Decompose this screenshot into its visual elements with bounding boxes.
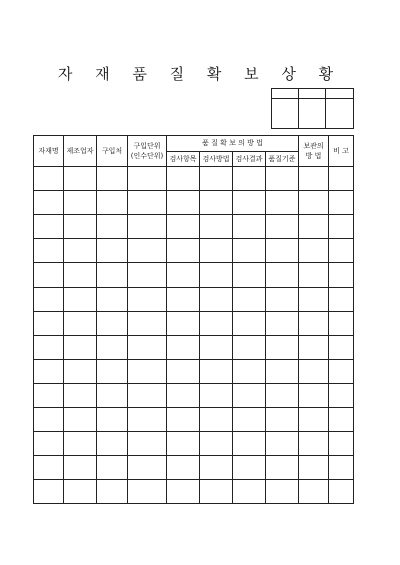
table-cell[interactable] xyxy=(329,335,354,359)
table-cell[interactable] xyxy=(64,407,97,431)
table-cell[interactable] xyxy=(299,455,329,479)
table-cell[interactable] xyxy=(97,431,128,455)
header-inspection-method: 검사방법 xyxy=(200,151,233,167)
table-cell[interactable] xyxy=(233,191,266,215)
table-cell[interactable] xyxy=(34,431,64,455)
table-cell[interactable] xyxy=(329,239,354,263)
table-cell[interactable] xyxy=(233,311,266,335)
table-cell[interactable] xyxy=(97,167,128,191)
table-cell[interactable] xyxy=(97,311,128,335)
table-cell[interactable] xyxy=(299,263,329,287)
table-cell[interactable] xyxy=(64,479,97,503)
table-cell[interactable] xyxy=(329,431,354,455)
table-cell[interactable] xyxy=(128,287,167,311)
table-cell[interactable] xyxy=(128,215,167,239)
table-row xyxy=(34,215,354,239)
table-row xyxy=(34,455,354,479)
table-row xyxy=(34,383,354,407)
table-cell[interactable] xyxy=(266,311,299,335)
table-cell[interactable] xyxy=(266,239,299,263)
document-title: 자 재 품 질 확 보 상 황 xyxy=(57,65,343,83)
table-cell[interactable] xyxy=(34,287,64,311)
table-cell[interactable] xyxy=(266,191,299,215)
table-cell[interactable] xyxy=(299,287,329,311)
table-cell[interactable] xyxy=(64,359,97,383)
table-cell[interactable] xyxy=(34,335,64,359)
table-cell[interactable] xyxy=(200,263,233,287)
table-cell[interactable] xyxy=(97,239,128,263)
table-cell[interactable] xyxy=(97,479,128,503)
table-cell[interactable] xyxy=(64,167,97,191)
table-cell[interactable] xyxy=(97,215,128,239)
table-cell[interactable] xyxy=(167,287,200,311)
table-cell[interactable] xyxy=(34,167,64,191)
table-cell[interactable] xyxy=(233,359,266,383)
table-cell[interactable] xyxy=(167,311,200,335)
table-cell[interactable] xyxy=(97,455,128,479)
header-manufacturer: 제조업자 xyxy=(64,136,97,167)
table-row xyxy=(34,311,354,335)
table-row xyxy=(34,263,354,287)
table-cell[interactable] xyxy=(34,407,64,431)
table-cell[interactable] xyxy=(266,167,299,191)
table-cell[interactable] xyxy=(34,383,64,407)
table-cell[interactable] xyxy=(329,215,354,239)
table-cell[interactable] xyxy=(200,359,233,383)
table-cell[interactable] xyxy=(233,167,266,191)
header-storage-method-line2: 방 법 xyxy=(305,152,322,161)
table-row xyxy=(34,191,354,215)
table-cell[interactable] xyxy=(167,215,200,239)
table-cell[interactable] xyxy=(200,455,233,479)
table-cell[interactable] xyxy=(329,191,354,215)
table-cell[interactable] xyxy=(34,191,64,215)
table-cell[interactable] xyxy=(128,263,167,287)
table-cell[interactable] xyxy=(233,335,266,359)
table-cell[interactable] xyxy=(200,431,233,455)
table-cell[interactable] xyxy=(167,263,200,287)
table-cell[interactable] xyxy=(233,383,266,407)
table-cell[interactable] xyxy=(128,191,167,215)
table-cell[interactable] xyxy=(97,191,128,215)
table-cell[interactable] xyxy=(200,311,233,335)
table-body xyxy=(34,167,354,504)
table-cell[interactable] xyxy=(64,191,97,215)
table-cell[interactable] xyxy=(34,263,64,287)
table-row xyxy=(34,167,354,191)
table-cell[interactable] xyxy=(200,479,233,503)
table-cell[interactable] xyxy=(200,383,233,407)
table-cell[interactable] xyxy=(128,311,167,335)
header-storage-method-line1: 보관의 xyxy=(303,142,324,151)
table-cell[interactable] xyxy=(299,431,329,455)
table-cell[interactable] xyxy=(128,455,167,479)
table-cell[interactable] xyxy=(329,287,354,311)
approval-header-cell xyxy=(326,89,354,99)
approval-sign-cell[interactable] xyxy=(299,99,326,129)
table-cell[interactable] xyxy=(299,215,329,239)
table-cell[interactable] xyxy=(266,455,299,479)
table-cell[interactable] xyxy=(128,239,167,263)
header-inspection-result: 검사결과 xyxy=(233,151,266,167)
approval-header-cell xyxy=(272,89,299,99)
table-row xyxy=(34,239,354,263)
table-cell[interactable] xyxy=(266,431,299,455)
table-cell[interactable] xyxy=(167,431,200,455)
table-cell[interactable] xyxy=(34,479,64,503)
table-cell[interactable] xyxy=(167,335,200,359)
header-inspection-item: 검사항목 xyxy=(167,151,200,167)
header-quality-method: 품 질 확 보 의 방 법 xyxy=(167,136,299,152)
header-material-name: 자재명 xyxy=(34,136,64,167)
header-purchase-place: 구입처 xyxy=(97,136,128,167)
table-cell[interactable] xyxy=(329,359,354,383)
table-cell[interactable] xyxy=(64,215,97,239)
header-purchase-unit-line1: 구입단위 xyxy=(133,142,161,151)
table-cell[interactable] xyxy=(299,359,329,383)
table-cell[interactable] xyxy=(266,383,299,407)
table-cell[interactable] xyxy=(128,383,167,407)
table-cell[interactable] xyxy=(128,407,167,431)
table-cell[interactable] xyxy=(299,191,329,215)
table-row xyxy=(34,431,354,455)
table-cell[interactable] xyxy=(64,383,97,407)
table-cell[interactable] xyxy=(128,359,167,383)
table-cell[interactable] xyxy=(299,383,329,407)
header-purchase-unit xyxy=(128,136,167,167)
table-cell[interactable] xyxy=(97,263,128,287)
table-cell[interactable] xyxy=(299,407,329,431)
table-row xyxy=(34,407,354,431)
table-cell[interactable] xyxy=(233,407,266,431)
table-cell[interactable] xyxy=(200,335,233,359)
table-cell[interactable] xyxy=(233,215,266,239)
table-cell[interactable] xyxy=(64,263,97,287)
table-cell[interactable] xyxy=(299,167,329,191)
table-cell[interactable] xyxy=(200,215,233,239)
table-cell[interactable] xyxy=(200,239,233,263)
table-cell[interactable] xyxy=(167,239,200,263)
table-cell[interactable] xyxy=(233,431,266,455)
table-cell[interactable] xyxy=(34,455,64,479)
table-cell[interactable] xyxy=(329,311,354,335)
table-cell[interactable] xyxy=(200,167,233,191)
table-cell[interactable] xyxy=(233,479,266,503)
table-cell[interactable] xyxy=(97,383,128,407)
table-cell[interactable] xyxy=(64,455,97,479)
header-purchase-unit-line2: (인수단위) xyxy=(130,152,164,161)
table-cell[interactable] xyxy=(299,479,329,503)
approval-header-cell xyxy=(299,89,326,99)
table-cell[interactable] xyxy=(64,311,97,335)
table-cell[interactable] xyxy=(128,335,167,359)
table-cell[interactable] xyxy=(233,287,266,311)
table-row xyxy=(34,287,354,311)
table-cell[interactable] xyxy=(266,479,299,503)
table-cell[interactable] xyxy=(128,167,167,191)
table-cell[interactable] xyxy=(329,383,354,407)
table-cell[interactable] xyxy=(167,359,200,383)
table-cell[interactable] xyxy=(97,359,128,383)
table-cell[interactable] xyxy=(97,335,128,359)
quality-table xyxy=(33,135,354,504)
table-cell[interactable] xyxy=(167,191,200,215)
table-cell[interactable] xyxy=(167,407,200,431)
table-cell[interactable] xyxy=(266,407,299,431)
table-cell[interactable] xyxy=(299,311,329,335)
approval-box xyxy=(271,88,354,129)
table-cell[interactable] xyxy=(34,215,64,239)
table-cell[interactable] xyxy=(128,479,167,503)
table-cell[interactable] xyxy=(64,239,97,263)
approval-sign-cell[interactable] xyxy=(326,99,354,129)
table-cell[interactable] xyxy=(329,455,354,479)
table-cell[interactable] xyxy=(266,215,299,239)
table-row xyxy=(34,359,354,383)
approval-sign-cell[interactable] xyxy=(272,99,299,129)
table-cell[interactable] xyxy=(167,479,200,503)
table-cell[interactable] xyxy=(97,287,128,311)
header-remarks: 비 고 xyxy=(329,136,354,167)
table-cell[interactable] xyxy=(266,359,299,383)
table-cell[interactable] xyxy=(64,287,97,311)
table-cell[interactable] xyxy=(266,287,299,311)
table-cell[interactable] xyxy=(266,263,299,287)
table-cell[interactable] xyxy=(233,263,266,287)
table-row xyxy=(34,479,354,503)
table-cell[interactable] xyxy=(167,455,200,479)
table-row xyxy=(34,335,354,359)
table-cell[interactable] xyxy=(97,407,128,431)
header-quality-standard: 품질기준 xyxy=(266,151,299,167)
table-cell[interactable] xyxy=(200,287,233,311)
table-cell[interactable] xyxy=(200,191,233,215)
table-cell[interactable] xyxy=(233,455,266,479)
table-cell[interactable] xyxy=(329,479,354,503)
table-cell[interactable] xyxy=(128,431,167,455)
table-cell[interactable] xyxy=(299,335,329,359)
table-cell[interactable] xyxy=(233,239,266,263)
table-cell[interactable] xyxy=(299,239,329,263)
header-storage-method xyxy=(299,136,329,167)
table-cell[interactable] xyxy=(266,335,299,359)
table-cell[interactable] xyxy=(167,383,200,407)
table-cell[interactable] xyxy=(167,167,200,191)
table-cell[interactable] xyxy=(34,311,64,335)
table-cell[interactable] xyxy=(329,167,354,191)
table-cell[interactable] xyxy=(64,431,97,455)
table-cell[interactable] xyxy=(34,359,64,383)
table-cell[interactable] xyxy=(200,407,233,431)
table-cell[interactable] xyxy=(329,263,354,287)
table-cell[interactable] xyxy=(34,239,64,263)
table-cell[interactable] xyxy=(64,335,97,359)
table-cell[interactable] xyxy=(329,407,354,431)
